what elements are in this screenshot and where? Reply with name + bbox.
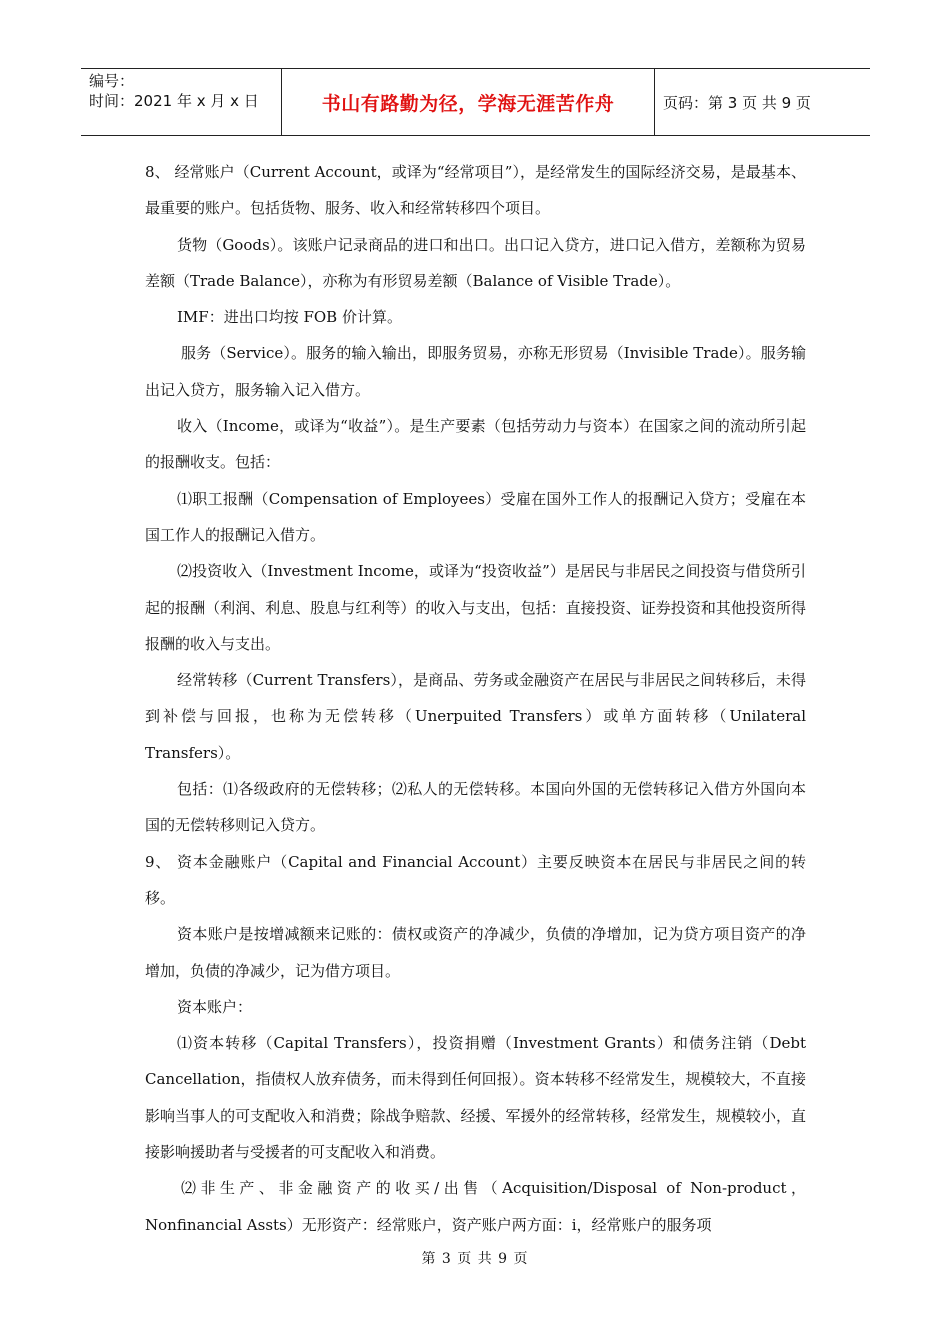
paragraph-service: 服务（Service）。服务的输入输出，即服务贸易，亦称无形贸易（Invisible Trade）。服务输出记入贷方，服务输入记入借方。 [145, 344, 806, 399]
document-date: 时间：2021 年 x 月 x 日 [89, 92, 259, 110]
header-page-number: 页码：第 3 页 共 9 页 [663, 93, 811, 112]
paragraph-capital-account-rules: 资本账户是按增减额来记账的：债权或资产的净减少，负债的净增加，记为贷方项目资产的净增加，负债的净减少，记为借方项目。 [145, 925, 806, 980]
document-number-label: 编号： [89, 72, 135, 90]
paragraph-nonproduced-assets: ⑵非生产、非金融资产的收买/出售（Acquisition/Disposal of Non-product，Nonfinancial Assts）无形资产：经常账户，资产账户两方面：ⅰ，经常账户的服务项 [145, 1179, 806, 1234]
header-motto-cell [282, 69, 655, 135]
paragraph-current-account: 8、 经常账户（Current Account，或译为“经常项目”），是经常发生的国际经济交易，是最基本、最重要的账户。包括货物、服务、收入和经常转移四个项目。 [145, 163, 806, 218]
header-page-cell [655, 69, 870, 135]
paragraph-capital-account-heading: 资本账户： [177, 997, 253, 1016]
paragraph-imf: IMF：进出口均按 FOB 价计算。 [177, 308, 402, 327]
paragraph-income: 收入（Income，或译为“收益”）。是生产要素（包括劳动力与资本）在国家之间的流动所引起的报酬收支。包括： [145, 417, 806, 472]
paragraph-current-transfers: 经常转移（Current Transfers），是商品、劳务或金融资产在居民与非居民之间转移后，未得到补偿与回报，也称为无偿转移（Unerpuited Transfers）或单方面转移（Unilateral Transfers）。 [145, 671, 806, 762]
paragraph-compensation: ⑴职工报酬（Compensation of Employees）受雇在国外工作人的报酬记入贷方；受雇在本国工作人的报酬记入借方。 [145, 489, 806, 544]
page-header [81, 68, 870, 136]
paragraph-goods: 货物（Goods）。该账户记录商品的进口和出口。出口记入贷方，进口记入借方，差额称为贸易差额（Trade Balance），亦称为有形贸易差额（Balance of Visible Trade）。 [145, 235, 806, 290]
paragraph-transfers-include: 包括：⑴各级政府的无偿转移；⑵私人的无偿转移。本国向外国的无偿转移记入借方外国向本国的无偿转移则记入贷方。 [145, 780, 806, 835]
header-meta [81, 69, 282, 135]
document-body [145, 154, 806, 1243]
paragraph-investment-income: ⑵投资收入（Investment Income，或译为“投资收益”）是居民与非居民之间投资与借贷所引起的报酬（利润、利息、股息与红利等）的收入与支出，包括：直接投资、证券投资和其他投资所得报酬的收入与支出。 [145, 562, 806, 653]
page-footer: 第 3 页 共 9 页 [421, 1251, 529, 1267]
header-motto: 书山有路勤为径，学海无涯苦作舟 [321, 92, 615, 115]
paragraph-capital-transfers: ⑴资本转移（Capital Transfers），投资捐赠（Investment Grants）和债务注销（Debt Cancellation，指债权人放弃债务，而未得到任何回报）。资本转移不经常发生，规模较大，不直接影响当事人的可支配收入和消费；除战争赔款、经援、军援外的经常转移，经常发生，规模较小，直接影响援助者与受援者的可支配收入和消费。 [145, 1034, 806, 1162]
paragraph-capital-financial-account: 9、 资本金融账户（Capital and Financial Account）主要反映资本在居民与非居民之间的转移。 [145, 852, 806, 907]
